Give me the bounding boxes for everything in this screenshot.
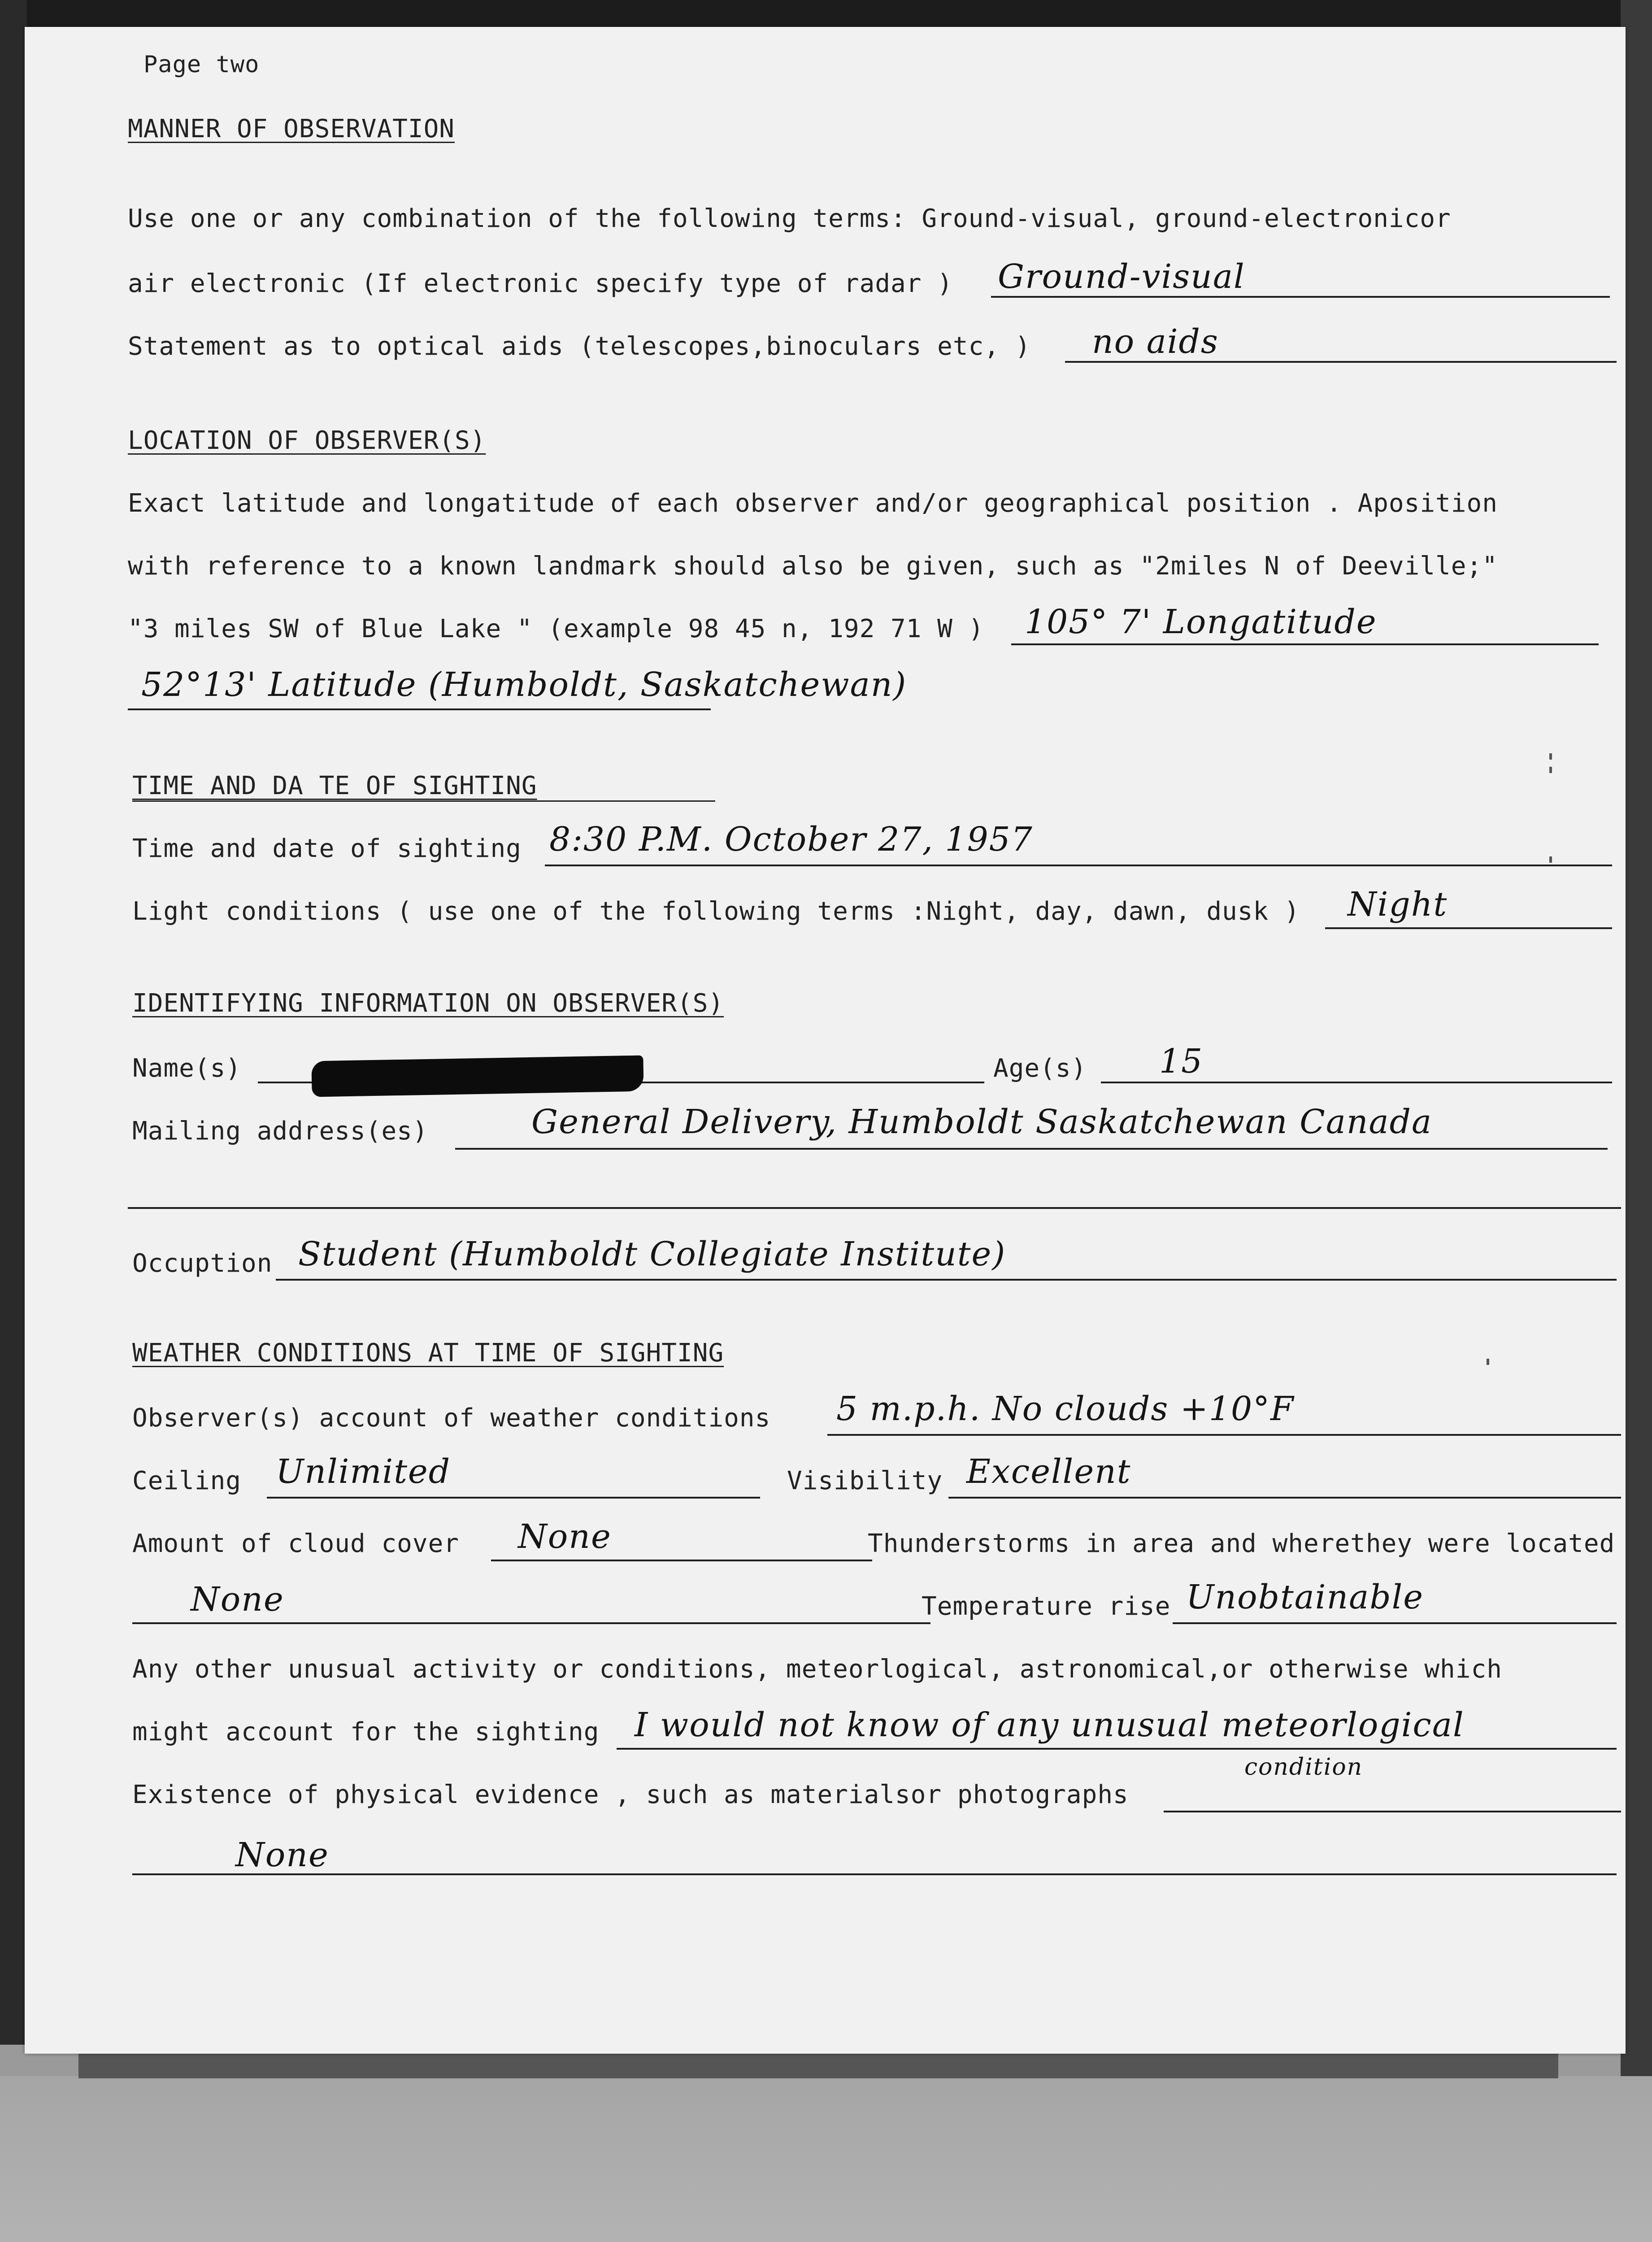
occupation-line [276,1279,1617,1281]
temperature-rise-line [1173,1622,1617,1624]
visibility-line [948,1497,1621,1499]
manner-line-1: Use one or any combination of the following terms: Ground-visual, ground-electronicor [128,204,1451,233]
light-conditions-value: Night [1348,885,1448,924]
physical-evidence-value: None [235,1836,329,1874]
physical-evidence-line-2 [132,1873,1617,1875]
other-activity-line-2: might account for the sighting [132,1717,600,1747]
redacted-name [311,1056,643,1097]
address-value: General Delivery, Humboldt Saskatchewan Canada [531,1103,1433,1141]
observer-heading: IDENTIFYING INFORMATION ON OBSERVER(S) [132,989,724,1018]
light-conditions-label: Light conditions ( use one of the following terms :Night, day, dawn, dusk ) [132,897,1300,926]
physical-evidence-line [1164,1811,1621,1812]
ceiling-label: Ceiling [132,1466,242,1495]
location-line-3: "3 miles SW of Blue Lake " (example 98 45 n, 192 71 W ) [128,614,984,643]
weather-account-label: Observer(s) account of weather conditions [132,1403,771,1433]
location-heading: LOCATION OF OBSERVER(S) [128,426,486,455]
location-line-1: Exact latitude and longatitude of each observer and/or geographical position . Aposition [128,489,1498,518]
manner-line-3: Statement as to optical aids (telescopes,binoculars etc, ) [128,332,1031,361]
cloud-cover-line [491,1560,872,1561]
time-heading-rule [132,800,715,802]
scan-speck [1549,767,1552,773]
scan-border-left [0,0,27,2045]
other-activity-value-2: condition [1244,1754,1363,1781]
weather-heading: WEATHER CONDITIONS AT TIME OF SIGHTING [132,1338,724,1368]
optical-aids-value: no aids [1092,322,1219,361]
time-date-line [545,865,1612,866]
scan-background [0,2076,1652,2242]
address-line-2 [128,1207,1621,1209]
other-activity-value: I would not know of any unusual meteorlogical [635,1706,1465,1744]
temperature-rise-value: Unobtainable [1186,1578,1424,1616]
radar-type-line [991,296,1610,298]
name-label: Name(s) [132,1054,242,1083]
time-date-label: Time and date of sighting [132,834,522,863]
time-heading: TIME AND DA TE OF SIGHTING [132,771,537,800]
weather-account-value: 5 m.p.h. No clouds +10°F [836,1390,1295,1428]
manner-line-2: air electronic (If electronic specify type of radar ) [128,269,953,298]
ceiling-line [267,1497,760,1499]
manner-heading: MANNER OF OBSERVATION [128,114,455,143]
age-value: 15 [1159,1042,1204,1081]
latitude-line [128,708,711,710]
scan-speck [1549,753,1552,760]
address-line [455,1148,1608,1150]
form-page [25,27,1626,2054]
physical-evidence-label: Existence of physical evidence , such as materialsor photographs [132,1780,1129,1809]
light-conditions-line [1325,927,1612,929]
cloud-cover-label: Amount of cloud cover [132,1529,460,1558]
visibility-value: Excellent [966,1452,1131,1491]
page-shadow [78,2051,1558,2078]
other-activity-line-1: Any other unusual activity or conditions, meteorlogical, astronomical,or otherwise which [132,1655,1502,1684]
occupation-label: Occuption [132,1249,273,1278]
scan-speck [1487,1359,1489,1365]
temperature-rise-label: Temperature rise [922,1592,1171,1621]
latitude-value: 52°13' Latitude (Humboldt, Saskatchewan) [141,665,907,704]
other-activity-line [617,1748,1617,1750]
occupation-value: Student (Humboldt Collegiate Institute) [298,1235,1006,1273]
thunderstorms-line [132,1622,930,1624]
thunderstorms-label: Thunderstorms in area and wherethey were located [868,1529,1615,1558]
location-line-2: with reference to a known landmark should also be given, such as "2miles N of Deeville;" [128,552,1498,581]
optical-aids-line [1065,361,1617,363]
page-label: Page two [143,51,260,78]
cloud-cover-value: None [518,1517,612,1556]
ceiling-value: Unlimited [276,1452,451,1491]
address-label: Mailing address(es) [132,1117,428,1146]
radar-type-value: Ground-visual [998,257,1245,296]
thunderstorms-value: None [191,1580,284,1619]
scan-speck [1549,856,1552,863]
weather-account-line [827,1434,1621,1436]
age-label: Age(s) [993,1054,1087,1083]
time-date-value: 8:30 P.M. October 27, 1957 [549,820,1033,859]
age-line [1101,1082,1612,1083]
longitude-line [1011,643,1599,645]
visibility-label: Visibility [787,1466,943,1495]
longitude-value: 105° 7' Longatitude [1025,603,1377,641]
